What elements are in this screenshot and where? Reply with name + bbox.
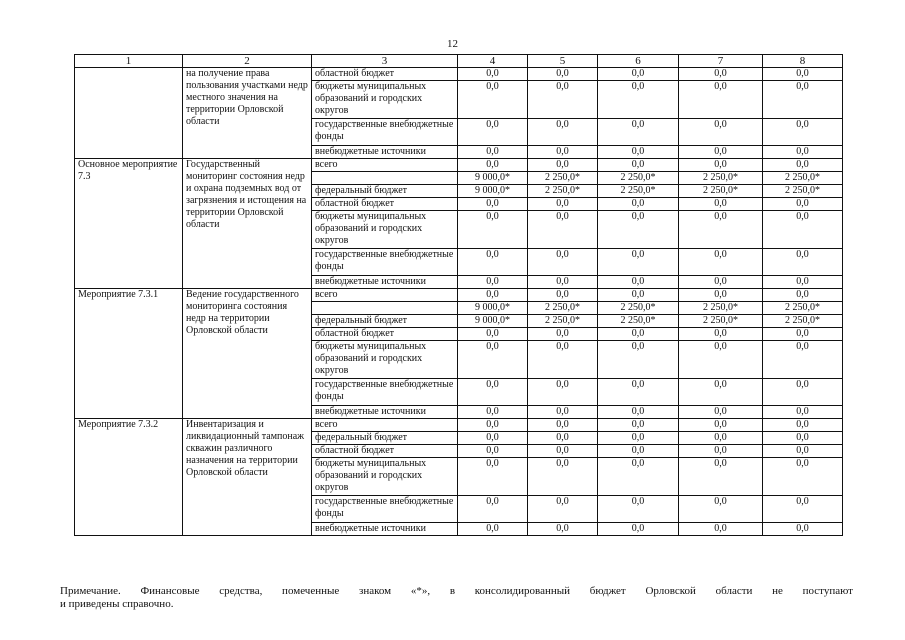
funding-source: областной бюджет (312, 68, 458, 81)
value-cell: 0,0 (458, 445, 528, 458)
value-cell: 0,0 (598, 445, 679, 458)
activity-label (75, 68, 183, 159)
value-cell: 2 250,0* (528, 315, 598, 328)
value-cell: 0,0 (598, 146, 679, 159)
value-cell: 0,0 (763, 379, 843, 406)
activity-name: на получение права пользования участками недр местного значения на территории Орловской области (183, 68, 312, 159)
value-cell: 0,0 (458, 432, 528, 445)
value-cell: 9 000,0* (458, 315, 528, 328)
value-cell: 0,0 (763, 406, 843, 419)
value-cell: 0,0 (458, 379, 528, 406)
value-cell: 0,0 (528, 419, 598, 432)
value-cell: 0,0 (528, 146, 598, 159)
value-cell: 0,0 (458, 68, 528, 81)
value-cell: 0,0 (763, 496, 843, 523)
value-cell: 2 250,0* (679, 185, 763, 198)
value-cell: 0,0 (528, 211, 598, 249)
value-cell: 0,0 (763, 249, 843, 276)
value-cell: 0,0 (679, 68, 763, 81)
activity-name: Государственный мониторинг состояния недр и охрана подземных вод от загрязнения и истощения на территории Орловской области (183, 159, 312, 289)
activity-name: Ведение государственного мониторинга состояния недр на территории Орловской области (183, 289, 312, 419)
col-header: 6 (598, 55, 679, 68)
value-cell: 0,0 (679, 276, 763, 289)
value-cell: 0,0 (679, 159, 763, 172)
value-cell: 2 250,0* (763, 172, 843, 185)
col-header: 5 (528, 55, 598, 68)
value-cell: 0,0 (598, 276, 679, 289)
value-cell: 0,0 (528, 289, 598, 302)
value-cell: 0,0 (598, 211, 679, 249)
col-header: 2 (183, 55, 312, 68)
funding-source: областной бюджет (312, 328, 458, 341)
value-cell: 0,0 (528, 81, 598, 119)
funding-source: всего (312, 289, 458, 302)
value-cell: 0,0 (763, 328, 843, 341)
value-cell: 0,0 (458, 276, 528, 289)
value-cell: 0,0 (528, 523, 598, 536)
value-cell: 0,0 (528, 406, 598, 419)
value-cell: 2 250,0* (763, 315, 843, 328)
funding-source: областной бюджет (312, 198, 458, 211)
value-cell: 0,0 (679, 419, 763, 432)
value-cell: 0,0 (679, 198, 763, 211)
value-cell: 2 250,0* (598, 185, 679, 198)
value-cell: 0,0 (528, 496, 598, 523)
value-cell: 2 250,0* (679, 302, 763, 315)
value-cell: 0,0 (458, 496, 528, 523)
funding-source: внебюджетные источники (312, 276, 458, 289)
funding-source (312, 172, 458, 185)
value-cell: 0,0 (458, 458, 528, 496)
value-cell: 2 250,0* (598, 302, 679, 315)
value-cell: 2 250,0* (598, 172, 679, 185)
value-cell: 0,0 (458, 341, 528, 379)
funding-source: внебюджетные источники (312, 523, 458, 536)
funding-source: внебюджетные источники (312, 146, 458, 159)
value-cell: 0,0 (528, 341, 598, 379)
funding-source: государственные внебюджетные фонды (312, 496, 458, 523)
activity-label: Основное мероприятие 7.3 (75, 159, 183, 289)
value-cell: 0,0 (458, 249, 528, 276)
value-cell: 0,0 (458, 198, 528, 211)
value-cell: 9 000,0* (458, 302, 528, 315)
col-header: 1 (75, 55, 183, 68)
funding-source: государственные внебюджетные фонды (312, 379, 458, 406)
value-cell: 0,0 (763, 211, 843, 249)
value-cell: 0,0 (598, 249, 679, 276)
value-cell: 0,0 (528, 328, 598, 341)
col-header: 8 (763, 55, 843, 68)
funding-source: бюджеты муниципальных образований и городских округов (312, 81, 458, 119)
value-cell: 0,0 (598, 119, 679, 146)
activity-label: Мероприятие 7.3.2 (75, 419, 183, 536)
value-cell: 0,0 (458, 211, 528, 249)
value-cell: 0,0 (763, 198, 843, 211)
budget-table (74, 54, 843, 536)
col-header: 3 (312, 55, 458, 68)
value-cell: 0,0 (679, 406, 763, 419)
value-cell: 0,0 (528, 198, 598, 211)
value-cell: 9 000,0* (458, 172, 528, 185)
value-cell: 0,0 (598, 379, 679, 406)
value-cell: 0,0 (528, 119, 598, 146)
header-row (75, 55, 843, 68)
value-cell: 0,0 (679, 289, 763, 302)
value-cell: 0,0 (679, 458, 763, 496)
value-cell: 0,0 (763, 458, 843, 496)
value-cell: 0,0 (528, 379, 598, 406)
value-cell: 0,0 (528, 276, 598, 289)
value-cell: 2 250,0* (528, 302, 598, 315)
value-cell: 0,0 (598, 289, 679, 302)
value-cell: 0,0 (679, 341, 763, 379)
value-cell: 0,0 (458, 159, 528, 172)
value-cell: 0,0 (598, 341, 679, 379)
value-cell: 0,0 (598, 81, 679, 119)
value-cell: 0,0 (679, 523, 763, 536)
value-cell: 0,0 (598, 328, 679, 341)
value-cell: 0,0 (598, 68, 679, 81)
value-cell: 0,0 (679, 211, 763, 249)
value-cell: 0,0 (458, 406, 528, 419)
value-cell: 2 250,0* (763, 185, 843, 198)
value-cell: 0,0 (679, 328, 763, 341)
value-cell: 0,0 (458, 523, 528, 536)
value-cell: 0,0 (598, 159, 679, 172)
value-cell: 0,0 (763, 119, 843, 146)
value-cell: 0,0 (458, 289, 528, 302)
value-cell: 0,0 (528, 445, 598, 458)
footnote-line-1: Примечание. Финансовые средства, помеченные знаком «*», в консолидированный бюджет Орловской области не поступают (60, 585, 853, 597)
value-cell: 0,0 (679, 81, 763, 119)
value-cell: 0,0 (763, 81, 843, 119)
value-cell: 0,0 (679, 249, 763, 276)
funding-source: бюджеты муниципальных образований и городских округов (312, 341, 458, 379)
value-cell: 0,0 (763, 419, 843, 432)
value-cell: 0,0 (528, 458, 598, 496)
value-cell: 0,0 (679, 379, 763, 406)
value-cell: 0,0 (763, 341, 843, 379)
value-cell: 2 250,0* (679, 315, 763, 328)
value-cell: 0,0 (458, 81, 528, 119)
value-cell: 0,0 (763, 289, 843, 302)
value-cell: 2 250,0* (528, 172, 598, 185)
activity-label: Мероприятие 7.3.1 (75, 289, 183, 419)
value-cell: 0,0 (679, 146, 763, 159)
footnote-line-2: и приведены справочно. (60, 598, 174, 610)
value-cell: 0,0 (458, 119, 528, 146)
value-cell: 0,0 (679, 496, 763, 523)
funding-source: федеральный бюджет (312, 315, 458, 328)
value-cell: 0,0 (763, 445, 843, 458)
value-cell: 0,0 (458, 146, 528, 159)
funding-source (312, 302, 458, 315)
value-cell: 0,0 (458, 419, 528, 432)
value-cell: 0,0 (598, 198, 679, 211)
value-cell: 0,0 (598, 523, 679, 536)
activity-name: Инвентаризация и ликвидационный тампонаж скважин различного назначения на территории Орловской области (183, 419, 312, 536)
value-cell: 0,0 (763, 523, 843, 536)
value-cell: 0,0 (763, 432, 843, 445)
funding-source: всего (312, 159, 458, 172)
value-cell: 0,0 (528, 432, 598, 445)
funding-source: федеральный бюджет (312, 185, 458, 198)
value-cell: 0,0 (598, 496, 679, 523)
value-cell: 0,0 (598, 406, 679, 419)
value-cell: 0,0 (598, 419, 679, 432)
value-cell: 0,0 (598, 432, 679, 445)
funding-source: государственные внебюджетные фонды (312, 249, 458, 276)
footnote (60, 585, 853, 611)
value-cell: 0,0 (458, 328, 528, 341)
value-cell: 0,0 (598, 458, 679, 496)
value-cell: 2 250,0* (528, 185, 598, 198)
table-row (75, 419, 843, 432)
value-cell: 0,0 (679, 432, 763, 445)
col-header: 7 (679, 55, 763, 68)
value-cell: 0,0 (528, 159, 598, 172)
value-cell: 0,0 (679, 445, 763, 458)
value-cell: 0,0 (763, 276, 843, 289)
funding-source: всего (312, 419, 458, 432)
funding-source: внебюджетные источники (312, 406, 458, 419)
funding-source: бюджеты муниципальных образований и городских округов (312, 458, 458, 496)
value-cell: 2 250,0* (598, 315, 679, 328)
value-cell: 0,0 (763, 159, 843, 172)
table-row (75, 289, 843, 302)
funding-source: бюджеты муниципальных образований и городских округов (312, 211, 458, 249)
col-header: 4 (458, 55, 528, 68)
value-cell: 2 250,0* (679, 172, 763, 185)
value-cell: 2 250,0* (763, 302, 843, 315)
table-row (75, 68, 843, 81)
table-row (75, 159, 843, 172)
value-cell: 0,0 (528, 68, 598, 81)
value-cell: 0,0 (528, 249, 598, 276)
page-number: 12 (447, 38, 458, 50)
value-cell: 0,0 (679, 119, 763, 146)
value-cell: 9 000,0* (458, 185, 528, 198)
funding-source: областной бюджет (312, 445, 458, 458)
funding-source: федеральный бюджет (312, 432, 458, 445)
value-cell: 0,0 (763, 68, 843, 81)
funding-source: государственные внебюджетные фонды (312, 119, 458, 146)
value-cell: 0,0 (763, 146, 843, 159)
